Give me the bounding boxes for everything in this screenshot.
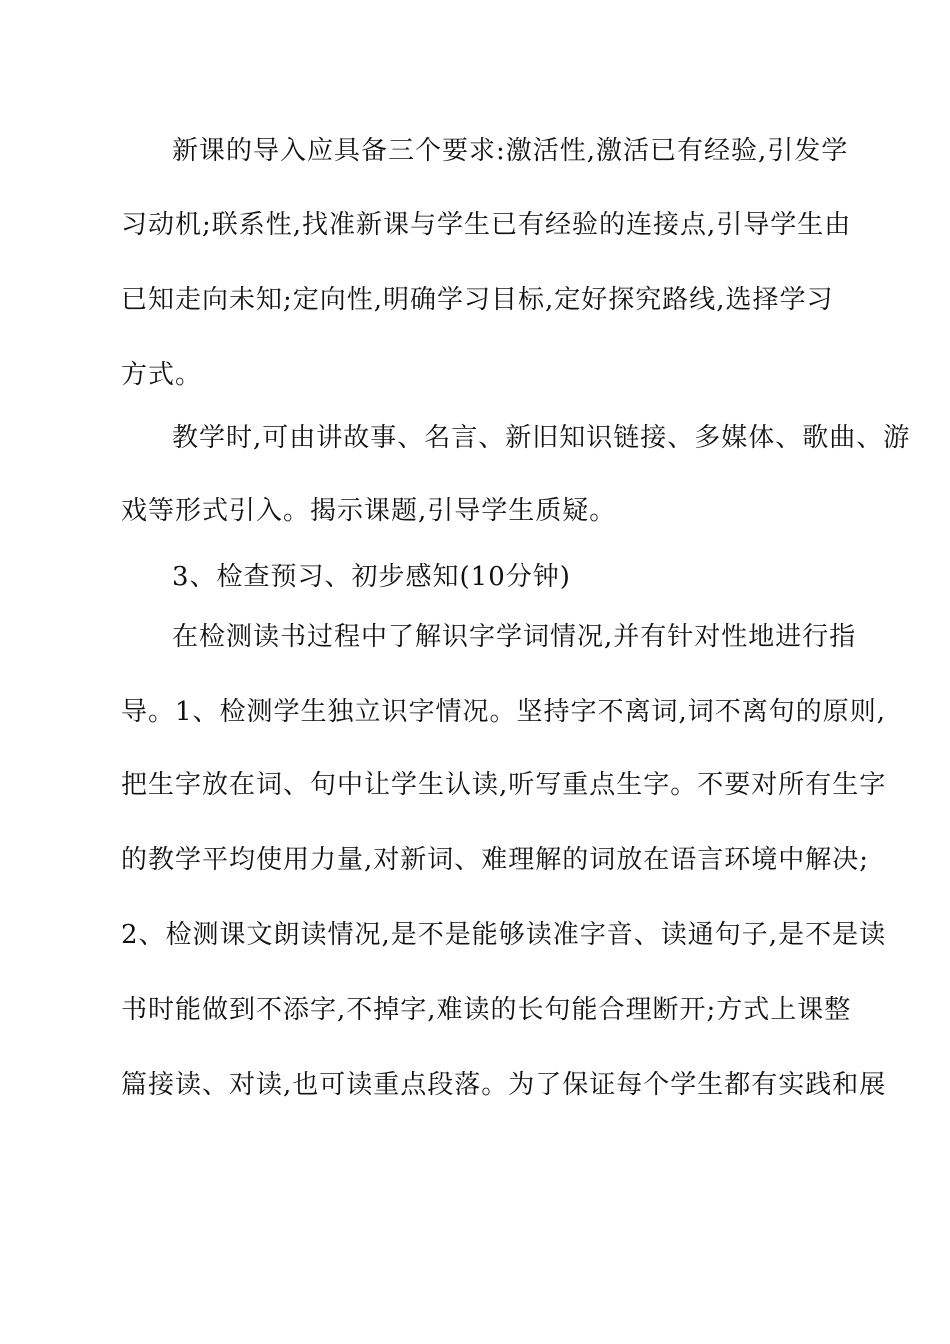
- text-line: 在检测读书过程中了解识字学词情况,并有针对性地进行指: [172, 622, 857, 652]
- text-line: 2、检测课文朗读情况,是不是能够读准字音、读通句子,是不是读: [121, 920, 887, 950]
- text-line: 把生字放在词、句中让学生认读,听写重点生字。不要对所有生字: [121, 770, 887, 800]
- text-line: 新课的导入应具备三个要求:激活性,激活已有经验,引发学: [172, 136, 849, 166]
- text-line: 导。1、检测学生独立识字情况。坚持字不离词,词不离句的原则,: [121, 697, 887, 727]
- text-line: 教学时,可由讲故事、名言、新旧知识链接、多媒体、歌曲、游: [172, 423, 911, 453]
- text-line: 已知走向未知;定向性,明确学习目标,定好探究路线,选择学习: [121, 285, 834, 315]
- text-line: 书时能做到不添字,不掉字,难读的长句能合理断开;方式上课整: [121, 995, 852, 1025]
- text-line: 戏等形式引入。揭示课题,引导学生质疑。: [121, 496, 617, 526]
- text-line: 的教学平均使用力量,对新词、难理解的词放在语言环境中解决;: [121, 845, 870, 875]
- text-line: 篇接读、对读,也可读重点段落。为了保证每个学生都有实践和展: [121, 1070, 887, 1100]
- text-line: 方式。: [121, 360, 203, 390]
- text-line: 习动机;联系性,找准新课与学生已有经验的连接点,引导学生由: [121, 210, 852, 240]
- section-heading: 3、检查预习、初步感知(10分钟): [172, 562, 571, 592]
